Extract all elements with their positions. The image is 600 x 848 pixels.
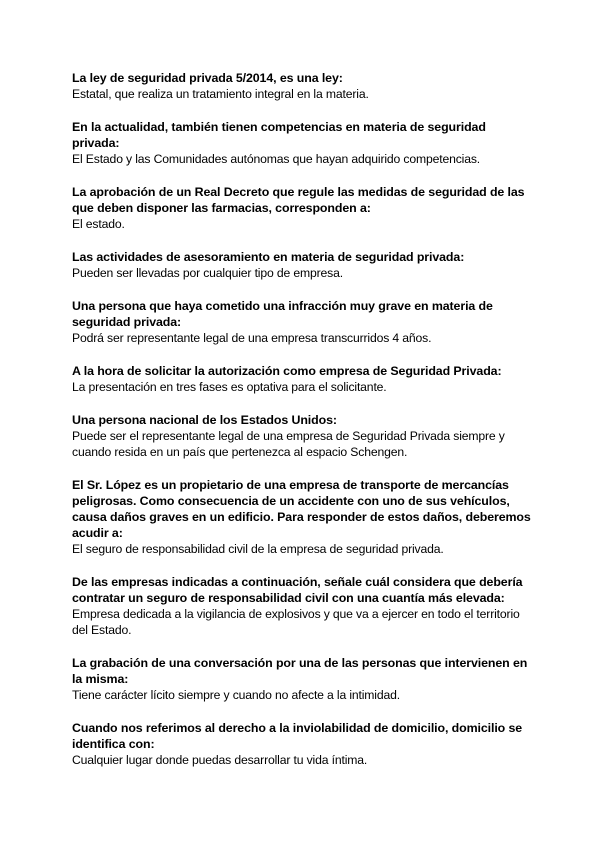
answer-text: Cualquier lugar donde puedas desarrollar tu vida íntima. bbox=[72, 753, 368, 767]
answer-text: El seguro de responsabilidad civil de la empresa de seguridad privada. bbox=[72, 542, 444, 556]
question-text: A la hora de solicitar la autorización como empresa de Seguridad Privada: bbox=[72, 364, 502, 378]
question-text: Cuando nos referimos al derecho a la inviolabilidad de domicilio, domicilio se identifica con: bbox=[72, 721, 523, 751]
answer-text: Tiene carácter lícito siempre y cuando no afecte a la intimidad. bbox=[72, 688, 400, 702]
question-text: El Sr. López es un propietario de una empresa de transporte de mercancías peligrosas. Como consecuencia de un accidente con uno de sus vehículos, causa daños graves en un edificio. Para responder de estos daños, deberemos acudir a: bbox=[72, 478, 531, 540]
answer-text: Estatal, que realiza un tratamiento integral en la materia. bbox=[72, 87, 369, 101]
answer-text: Puede ser el representante legal de una empresa de Seguridad Privada siempre y cuando resida en un país que pertenezca al espacio Schengen. bbox=[72, 429, 505, 459]
qa-item bbox=[72, 298, 532, 346]
question-text: De las empresas indicadas a continuación, señale cuál considera que debería contratar un seguro de responsabilidad civil con una cuantía más elevada: bbox=[72, 575, 523, 605]
answer-text: La presentación en tres fases es optativa para el solicitante. bbox=[72, 380, 387, 394]
qa-item bbox=[72, 412, 532, 460]
answer-text: Empresa dedicada a la vigilancia de explosivos y que va a ejercer en todo el territorio del Estado. bbox=[72, 607, 520, 637]
answer-text: Pueden ser llevadas por cualquier tipo de empresa. bbox=[72, 266, 343, 280]
question-text: La aprobación de un Real Decreto que regule las medidas de seguridad de las que deben disponer las farmacias, corresponden a: bbox=[72, 185, 525, 215]
answer-text: El Estado y las Comunidades autónomas que hayan adquirido competencias. bbox=[72, 152, 481, 166]
question-text: La grabación de una conversación por una de las personas que intervienen en la misma: bbox=[72, 656, 528, 686]
question-text: Las actividades de asesoramiento en materia de seguridad privada: bbox=[72, 250, 465, 264]
qa-item bbox=[72, 119, 532, 167]
answer-text: El estado. bbox=[72, 217, 125, 231]
qa-item bbox=[72, 70, 532, 102]
qa-item bbox=[72, 720, 532, 768]
answer-text: Podrá ser representante legal de una empresa transcurridos 4 años. bbox=[72, 331, 432, 345]
qa-item bbox=[72, 184, 532, 232]
question-text: En la actualidad, también tienen competencias en materia de seguridad privada: bbox=[72, 120, 486, 150]
qa-item bbox=[72, 477, 532, 557]
question-text: La ley de seguridad privada 5/2014, es una ley: bbox=[72, 71, 343, 85]
document-page bbox=[72, 70, 532, 785]
qa-item bbox=[72, 363, 532, 395]
question-text: Una persona que haya cometido una infracción muy grave en materia de seguridad privada: bbox=[72, 299, 493, 329]
question-text: Una persona nacional de los Estados Unidos: bbox=[72, 413, 337, 427]
qa-item bbox=[72, 249, 532, 281]
qa-item bbox=[72, 574, 532, 638]
qa-item bbox=[72, 655, 532, 703]
